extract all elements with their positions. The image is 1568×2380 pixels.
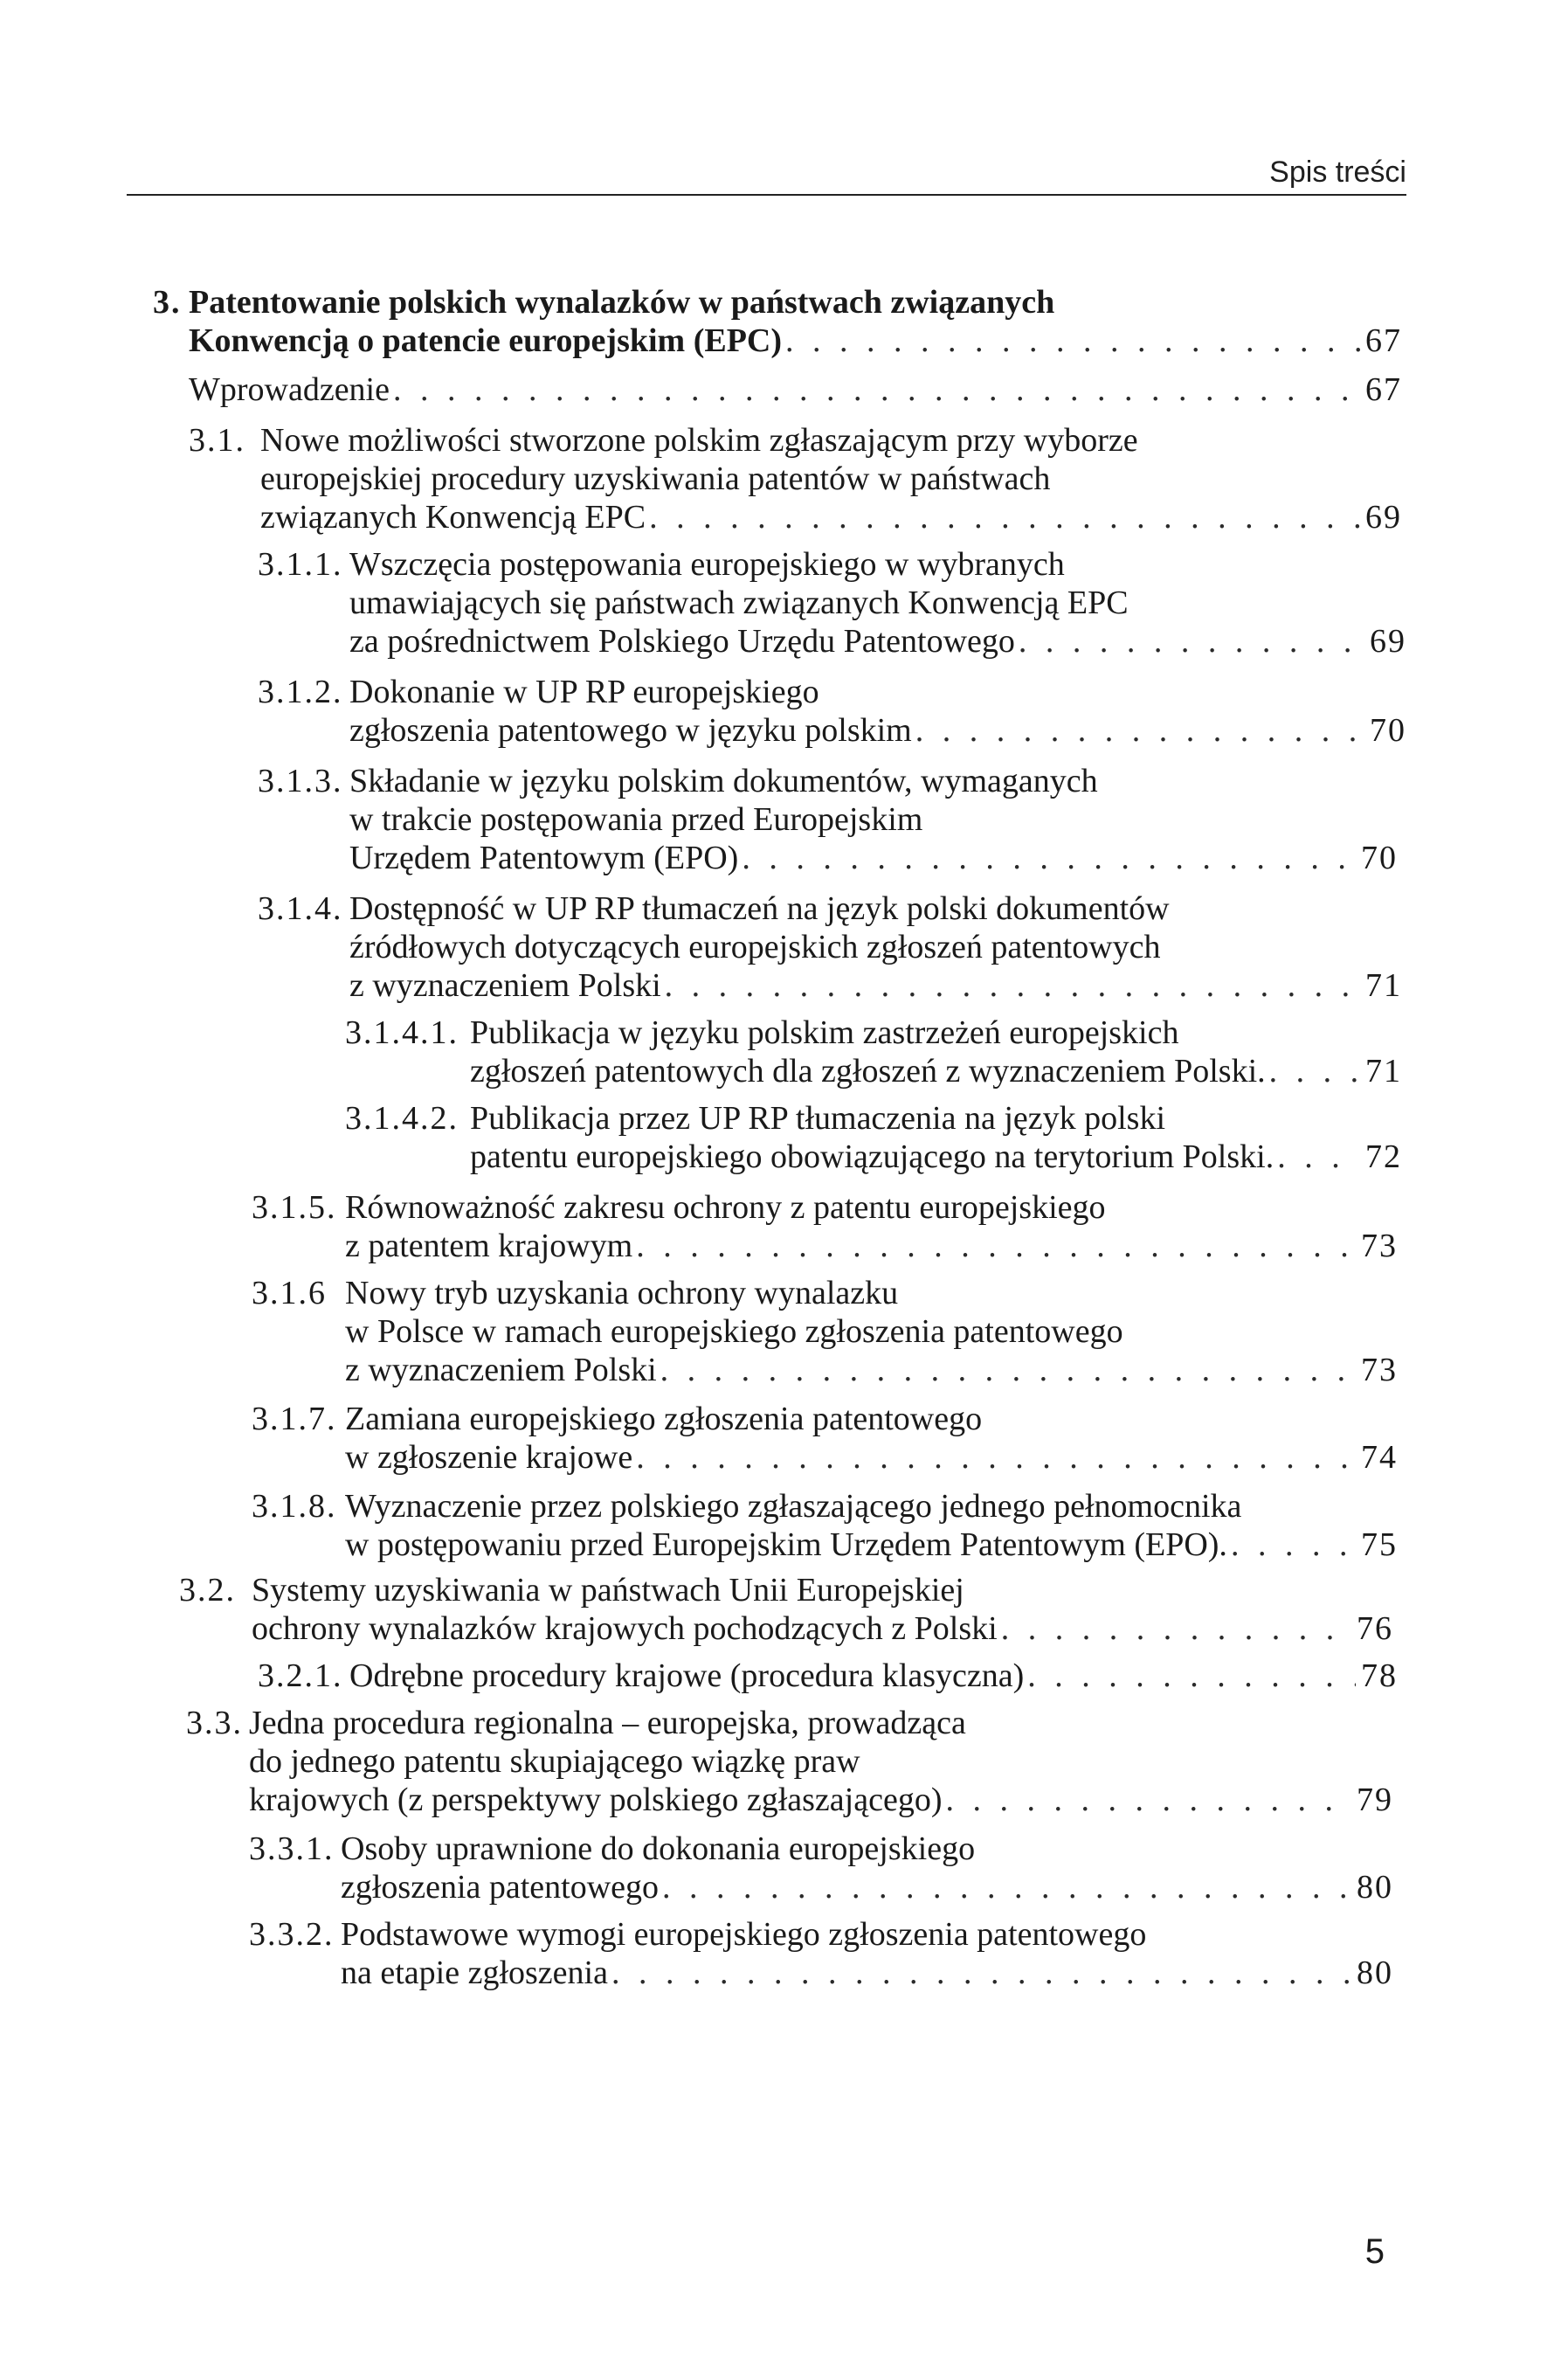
toc-entry-title: Wprowadzenie (189, 371, 390, 408)
toc-entry-line (345, 1227, 1398, 1265)
toc-entry-line: Zamiana europejskiego zgłoszenia patentowego (345, 1401, 983, 1437)
toc-entry-line: Dostępność w UP RP tłumaczeń na język polski dokumentów (349, 890, 1170, 927)
dot-leader (1015, 622, 1364, 661)
toc-entry-number: 3.1.3. (258, 763, 343, 799)
page-number: 5 (1364, 2232, 1385, 2271)
toc-entry-line (341, 1954, 1393, 1992)
toc-entry-page: 80 (1357, 1955, 1393, 1991)
dot-leader (659, 1868, 1351, 1906)
toc-entry-title: krajowych (z perspektywy polskiego zgłaszającego) (249, 1782, 943, 1818)
toc-entry-page: 79 (1357, 1782, 1393, 1818)
toc-entry-page: 70 (1361, 840, 1398, 876)
dot-leader (912, 711, 1364, 750)
toc-entry-line (189, 322, 1402, 360)
dot-leader (1266, 1052, 1360, 1090)
toc-entry-line (349, 711, 1406, 750)
toc-entry-line (349, 839, 1398, 877)
toc-entry-number: 3.2. (179, 1572, 236, 1609)
dot-leader (1274, 1138, 1360, 1176)
toc-entry-line: Publikacja w języku polskim zastrzeżeń europejskich (470, 1014, 1179, 1051)
toc-entry-title: na etapie zgłoszenia (341, 1955, 608, 1991)
toc-entry-line (349, 1657, 1398, 1695)
toc-entry-line (349, 966, 1402, 1005)
toc-entry-page: 72 (1365, 1138, 1402, 1175)
toc-entry-title: w postępowaniu przed Europejskim Urzędem Patentowym (EPO). (345, 1526, 1227, 1563)
dot-leader (632, 1227, 1356, 1265)
toc-entry-page: 78 (1361, 1657, 1398, 1694)
toc-entry-number: 3.1.2. (258, 674, 343, 710)
toc-entry-title: ochrony wynalazków krajowych pochodzących z Polski (252, 1610, 998, 1647)
toc-entry-page: 80 (1357, 1869, 1393, 1906)
toc-entry-line (470, 1138, 1402, 1176)
toc-entry-page: 74 (1361, 1439, 1398, 1476)
toc-entry-line: Jedna procedura regionalna – europejska, prowadząca (249, 1705, 966, 1741)
dot-leader (782, 322, 1360, 360)
toc-entry-number: 3.1.1. (258, 546, 343, 583)
toc-entry-number: 3.3. (186, 1705, 243, 1741)
toc-entry-title: z patentem krajowym (345, 1228, 633, 1264)
toc-entry-line (260, 498, 1402, 536)
toc-entry-number: 3.1.7. (252, 1401, 337, 1437)
toc-entry-number: 3.1.4.2. (345, 1100, 459, 1137)
toc-entry-number: 3.3.1. (249, 1830, 335, 1867)
toc-entry-page: 71 (1365, 967, 1402, 1004)
toc-entry-title: patentu europejskiego obowiązującego na terytorium Polski. (470, 1138, 1274, 1175)
toc-entry-page: 76 (1357, 1610, 1393, 1647)
toc-entry-title: zgłoszenia patentowego w języku polskim (349, 712, 912, 749)
toc-entry-line: Podstawowe wymogi europejskiego zgłoszenia patentowego (341, 1916, 1147, 1953)
toc-entry-title: związanych Konwencją EPC (260, 499, 646, 536)
toc-entry-line: Składanie w języku polskim dokumentów, wymaganych (349, 763, 1098, 799)
dot-leader (646, 498, 1360, 536)
toc-entry-page: 69 (1370, 623, 1406, 660)
dot-leader (657, 1351, 1356, 1389)
toc-entry-line: Nowe możliwości stworzone polskim zgłaszającym przy wyborze (260, 422, 1138, 459)
running-head: Spis treści (1269, 156, 1406, 189)
dot-leader (738, 839, 1356, 877)
toc-entry-page: 71 (1365, 1053, 1402, 1090)
toc-entry-title: z wyznaczeniem Polski (345, 1352, 657, 1388)
toc-entry-line: Publikacja przez UP RP tłumaczenia na język polski (470, 1100, 1166, 1137)
toc-entry-number: 3.1.4.1. (345, 1014, 459, 1051)
toc-entry-line (341, 1868, 1393, 1906)
toc-entry-number: 3.1.6 (252, 1275, 327, 1311)
dot-leader (632, 1438, 1356, 1477)
toc-entry-line: w trakcie postępowania przed Europejskim (349, 801, 923, 838)
header-rule (127, 194, 1406, 196)
toc-entry-line: Systemy uzyskiwania w państwach Unii Europejskiej (252, 1572, 964, 1609)
toc-entry-title: zgłoszeń patentowych dla zgłoszeń z wyznaczeniem Polski. (470, 1053, 1266, 1090)
toc-entry-line: Patentowanie polskich wynalazków w państwach związanych (189, 284, 1055, 321)
toc-entry-page: 67 (1365, 371, 1402, 408)
toc-entry-number: 3.2.1. (258, 1657, 343, 1694)
toc-entry-line (345, 1351, 1398, 1389)
toc-entry-title: w zgłoszenie krajowe (345, 1439, 633, 1476)
toc-entry-page: 73 (1361, 1228, 1398, 1264)
toc-entry-title: Konwencją o patencie europejskim (EPC) (189, 322, 783, 359)
toc-entry-line (249, 1781, 1393, 1819)
toc-entry-line: umawiających się państwach związanych Konwencją EPC (349, 585, 1129, 621)
toc-entry-line (470, 1052, 1402, 1090)
toc-entry-number: 3.1.8. (252, 1488, 337, 1525)
toc-entry-title: Odrębne procedury krajowe (procedura klasyczna) (349, 1657, 1025, 1694)
toc-entry-page: 69 (1365, 499, 1402, 536)
toc-entry-title: za pośrednictwem Polskiego Urzędu Patentowego (349, 623, 1015, 660)
dot-leader (998, 1609, 1351, 1648)
toc-entry-title: zgłoszenia patentowego (341, 1869, 660, 1906)
toc-entry-line: Dokonanie w UP RP europejskiego (349, 674, 819, 710)
toc-entry-page: 73 (1361, 1352, 1398, 1388)
toc-entry-line: Wszczęcia postępowania europejskiego w wybranych (349, 546, 1065, 583)
toc-entry-title: z wyznaczeniem Polski (349, 967, 661, 1004)
toc-entry-line (189, 370, 1402, 409)
toc-entry-line (252, 1609, 1393, 1648)
toc-entry-line: Wyznaczenie przez polskiego zgłaszającego jednego pełnomocnika (345, 1488, 1242, 1525)
toc-entry-number: 3.3.2. (249, 1916, 335, 1953)
dot-leader (661, 966, 1360, 1005)
toc-entry-line: Osoby uprawnione do dokonania europejskiego (341, 1830, 976, 1867)
toc-entry-number: 3.1. (189, 422, 245, 459)
dot-leader (608, 1954, 1351, 1992)
toc-entry-line (345, 1526, 1398, 1564)
dot-leader (942, 1781, 1351, 1819)
toc-entry-line: europejskiej procedury uzyskiwania patentów w państwach (260, 460, 1051, 497)
toc-entry-line (349, 622, 1406, 661)
toc-entry-page: 75 (1361, 1526, 1398, 1563)
toc-entry-line: w Polsce w ramach europejskiego zgłoszenia patentowego (345, 1313, 1123, 1350)
toc-entry-number: 3.1.4. (258, 890, 343, 927)
toc-entry-page: 70 (1370, 712, 1406, 749)
toc-entry-title: Urzędem Patentowym (EPO) (349, 840, 739, 876)
dot-leader (390, 370, 1360, 409)
toc-entry-line: Równoważność zakresu ochrony z patentu europejskiego (345, 1189, 1106, 1226)
toc-entry-line: Nowy tryb uzyskania ochrony wynalazku (345, 1275, 899, 1311)
toc-entry-line: źródłowych dotyczących europejskich zgłoszeń patentowych (349, 929, 1161, 965)
toc-entry-number: 3. (153, 284, 182, 321)
dot-leader (1227, 1526, 1356, 1564)
toc-entry-number: 3.1.5. (252, 1189, 337, 1226)
toc-entry-line: do jednego patentu skupiającego wiązkę praw (249, 1743, 860, 1780)
toc-entry-page: 67 (1365, 322, 1402, 359)
toc-entry-line (345, 1438, 1398, 1477)
dot-leader (1024, 1657, 1356, 1695)
